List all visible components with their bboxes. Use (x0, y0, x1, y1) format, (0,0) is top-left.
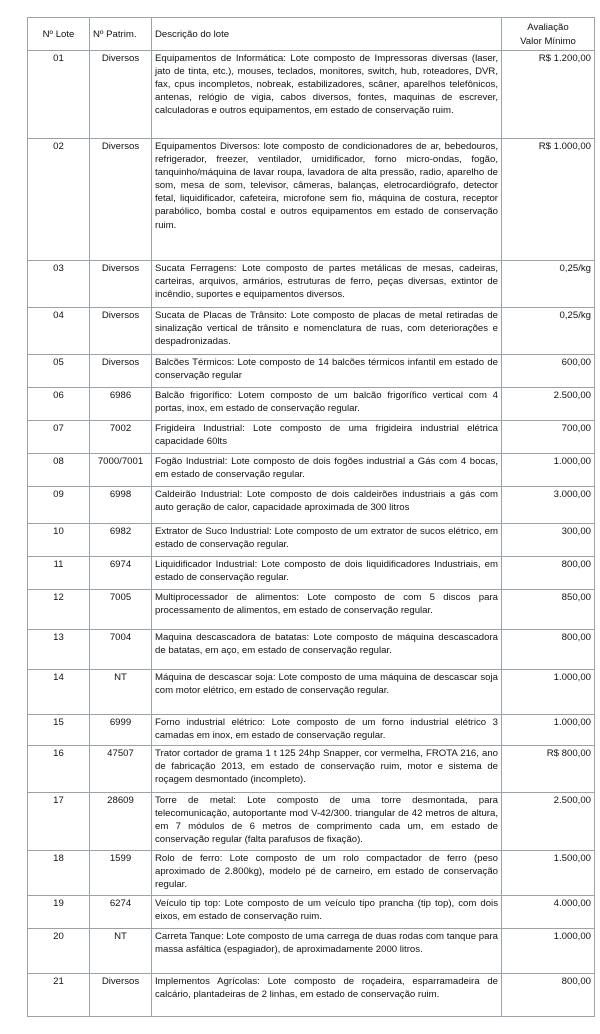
descricao-cell: Extrator de Suco Industrial: Lote composto de um extrator de sucos elétrico, em estado de conservação regular. (152, 524, 502, 557)
lote-number-cell: 16 (28, 746, 90, 793)
avaliacao-cell: 0,25/kg (502, 308, 595, 355)
lote-number-cell: 06 (28, 388, 90, 421)
lote-number-cell: 02 (28, 139, 90, 261)
avaliacao-cell: 0,25/kg (502, 261, 595, 308)
patrimonio-cell: 6998 (90, 487, 152, 524)
avaliacao-cell: 3.000,00 (502, 487, 595, 524)
avaliacao-cell: 1.000,00 (502, 929, 595, 974)
header-avaliacao-line1: Avaliação (527, 22, 569, 34)
descricao-cell: Torre de metal: Lote composto de uma torre desmontada, para telecomunicação, autoportante mod V-42/300. triangular de 42 metros de altura, em 7 módulos de 6 metros de comprimento cada um, em estado de conservação regular (falta parafusos de fixação). (152, 793, 502, 851)
avaliacao-cell: 700,00 (502, 421, 595, 454)
descricao-cell: Implementos Agrícolas: Lote composto de roçadeira, esparramadeira de calcário, plantadeiras de 2 linhas, em estado de conservação ruim. (152, 974, 502, 1017)
descricao-cell: Rolo de ferro: Lote composto de um rolo compactador de ferro (peso aproximado de 2.800kg), modelo pé de carneiro, em estado de conservação regular. (152, 851, 502, 896)
table-row (28, 51, 595, 139)
avaliacao-cell: 4.000,00 (502, 896, 595, 929)
avaliacao-cell: 2.500,00 (502, 388, 595, 421)
header-avaliacao (502, 18, 595, 51)
patrimonio-cell: NT (90, 670, 152, 715)
lotes-table (27, 17, 595, 1017)
lote-number-cell: 08 (28, 454, 90, 487)
lote-number-cell: 09 (28, 487, 90, 524)
descricao-cell: Maquina descascadora de batatas: Lote composto de máquina descascadora de batatas, em aço, em estado de conservação regular. (152, 630, 502, 670)
descricao-cell: Balcões Térmicos: Lote composto de 14 balcões térmicos infantil em estado de conservação regular (152, 355, 502, 388)
table-row (28, 355, 595, 388)
lote-number-cell: 21 (28, 974, 90, 1017)
avaliacao-cell: 850,00 (502, 590, 595, 630)
lote-number-cell: 18 (28, 851, 90, 896)
table-body (28, 51, 595, 1017)
header-descricao: Descrição do lote (152, 18, 502, 51)
lote-number-cell: 01 (28, 51, 90, 139)
table-row (28, 454, 595, 487)
patrimonio-cell: 6274 (90, 896, 152, 929)
patrimonio-cell: 1599 (90, 851, 152, 896)
patrimonio-cell: NT (90, 929, 152, 974)
descricao-cell: Equipamentos de Informática: Lote composto de Impressoras diversas (laser, jato de tinta, etc.), mouses, teclados, monitores, switch, hub, roteadores, DVR, fax, cpus incompletos, nobreak, estabilizadores, scâner, aparelhos telefônicos, antenas, relógio de vigia, cabos diversos, fontes, maquinas de escrever, calculadoras e outros equipamentos, em estado de conservação ruim. (152, 51, 502, 139)
descricao-cell: Equipamentos Diversos: lote composto de condicionadores de ar, bebedouros, refrigerador, freezer, ventilador, umidificador, forno micro-ondas, fogão, tanquinho/máquina de lavar roupa, lavadora de alta pressão, radio, aparelho de som, mesa de som, televisor, câmeras, balanças, eletrocardiógrafo, detector fetal, liquidificador, cafeteira, microfone sem fio, máquina de costura, receptor parabólico, bomba costal e outros equipamentos em estado de conservação ruim. (152, 139, 502, 261)
patrimonio-cell: Diversos (90, 51, 152, 139)
patrimonio-cell: 6986 (90, 388, 152, 421)
patrimonio-cell: Diversos (90, 355, 152, 388)
descricao-cell: Multiprocessador de alimentos: Lote composto de com 5 discos para processamento de alimentos, em estado de conservação regular. (152, 590, 502, 630)
table-row (28, 715, 595, 746)
descricao-cell: Máquina de descascar soja: Lote composto de uma máquina de descascar soja com motor elétrico, em estado de conservação regular. (152, 670, 502, 715)
lote-number-cell: 14 (28, 670, 90, 715)
descricao-cell: Fogão Industrial: Lote composto de dois fogões industrial a Gás com 4 bocas, em estado de conservação regular. (152, 454, 502, 487)
avaliacao-cell: 600,00 (502, 355, 595, 388)
descricao-cell: Sucata de Placas de Trânsito: Lote composto de placas de metal retiradas de sinalização vertical de trânsito e nomenclatura de ruas, com deteriorações e despadronizadas. (152, 308, 502, 355)
avaliacao-cell: R$ 1.200,00 (502, 51, 595, 139)
descricao-cell: Carreta Tanque: Lote composto de uma carrega de duas rodas com tanque para massa asfáltica (espagiador), de aproximadamente 2000 litros. (152, 929, 502, 974)
table-row (28, 630, 595, 670)
table-row (28, 487, 595, 524)
avaliacao-cell: 800,00 (502, 630, 595, 670)
lote-number-cell: 03 (28, 261, 90, 308)
table-row (28, 974, 595, 1017)
lote-number-cell: 05 (28, 355, 90, 388)
table-header-row (28, 18, 595, 51)
patrimonio-cell: Diversos (90, 261, 152, 308)
patrimonio-cell: 6974 (90, 557, 152, 590)
table-row (28, 308, 595, 355)
descricao-cell: Liquidificador Industrial: Lote composto de dois liquidificadores Industriais, em estado de conservação regular. (152, 557, 502, 590)
lote-number-cell: 04 (28, 308, 90, 355)
table-row (28, 139, 595, 261)
lote-number-cell: 19 (28, 896, 90, 929)
avaliacao-cell: 300,00 (502, 524, 595, 557)
table-row (28, 851, 595, 896)
descricao-cell: Forno industrial elétrico: Lote composto de um forno industrial elétrico 3 camadas em inox, em estado de conservação regular. (152, 715, 502, 746)
descricao-cell: Veículo tip top: Lote composto de um veículo tipo prancha (tip top), com dois eixos, em estado de conservação ruim. (152, 896, 502, 929)
table-row (28, 421, 595, 454)
avaliacao-cell: 800,00 (502, 974, 595, 1017)
patrimonio-cell: 6982 (90, 524, 152, 557)
table-row (28, 746, 595, 793)
patrimonio-cell: 6999 (90, 715, 152, 746)
avaliacao-cell: 800,00 (502, 557, 595, 590)
avaliacao-cell: 1.000,00 (502, 670, 595, 715)
lote-number-cell: 20 (28, 929, 90, 974)
patrimonio-cell: 47507 (90, 746, 152, 793)
header-avaliacao-line2: Valor Mínimo (520, 35, 576, 47)
table-row (28, 557, 595, 590)
table-row (28, 261, 595, 308)
patrimonio-cell: 7004 (90, 630, 152, 670)
table-row (28, 590, 595, 630)
patrimonio-cell: Diversos (90, 974, 152, 1017)
lote-number-cell: 13 (28, 630, 90, 670)
avaliacao-cell: R$ 1.000,00 (502, 139, 595, 261)
patrimonio-cell: 7000/7001 (90, 454, 152, 487)
table-row (28, 524, 595, 557)
lote-number-cell: 11 (28, 557, 90, 590)
table-row (28, 929, 595, 974)
patrimonio-cell: 28609 (90, 793, 152, 851)
lote-number-cell: 10 (28, 524, 90, 557)
patrimonio-cell: 7005 (90, 590, 152, 630)
table-row (28, 793, 595, 851)
avaliacao-cell: 2.500,00 (502, 793, 595, 851)
table-row (28, 896, 595, 929)
patrimonio-cell: Diversos (90, 139, 152, 261)
table-row (28, 670, 595, 715)
lote-number-cell: 17 (28, 793, 90, 851)
avaliacao-cell: 1.000,00 (502, 715, 595, 746)
descricao-cell: Balcão frigorífico: Lotem composto de um balcão frigorífico vertical com 4 portas, inox, em estado de conservação regular. (152, 388, 502, 421)
lote-number-cell: 12 (28, 590, 90, 630)
descricao-cell: Caldeirão Industrial: Lote composto de dois caldeirões industriais a gás com auto geração de calor, capacidade aproximada de 300 litros (152, 487, 502, 524)
avaliacao-cell: 1.000,00 (502, 454, 595, 487)
header-patrimonio: Nº Patrim. (90, 18, 152, 51)
header-lote: Nº Lote (28, 18, 90, 51)
avaliacao-cell: R$ 800,00 (502, 746, 595, 793)
descricao-cell: Trator cortador de grama 1 t 125 24hp Snapper, cor vermelha, FROTA 216, ano de fabricação 2013, em estado de conservação ruim, motor e sistema de roçagem desmontado (incompleto). (152, 746, 502, 793)
table-row (28, 388, 595, 421)
descricao-cell: Frigideira Industrial: Lote composto de uma frigideira industrial elétrica capacidade 60lts (152, 421, 502, 454)
lote-number-cell: 15 (28, 715, 90, 746)
avaliacao-cell: 1.500,00 (502, 851, 595, 896)
descricao-cell: Sucata Ferragens: Lote composto de partes metálicas de mesas, cadeiras, carteiras, arquivos, armários, estruturas de ferro, peças diversas, extintor de incêndio, suportes e equipamentos diversos. (152, 261, 502, 308)
patrimonio-cell: Diversos (90, 308, 152, 355)
patrimonio-cell: 7002 (90, 421, 152, 454)
lote-number-cell: 07 (28, 421, 90, 454)
